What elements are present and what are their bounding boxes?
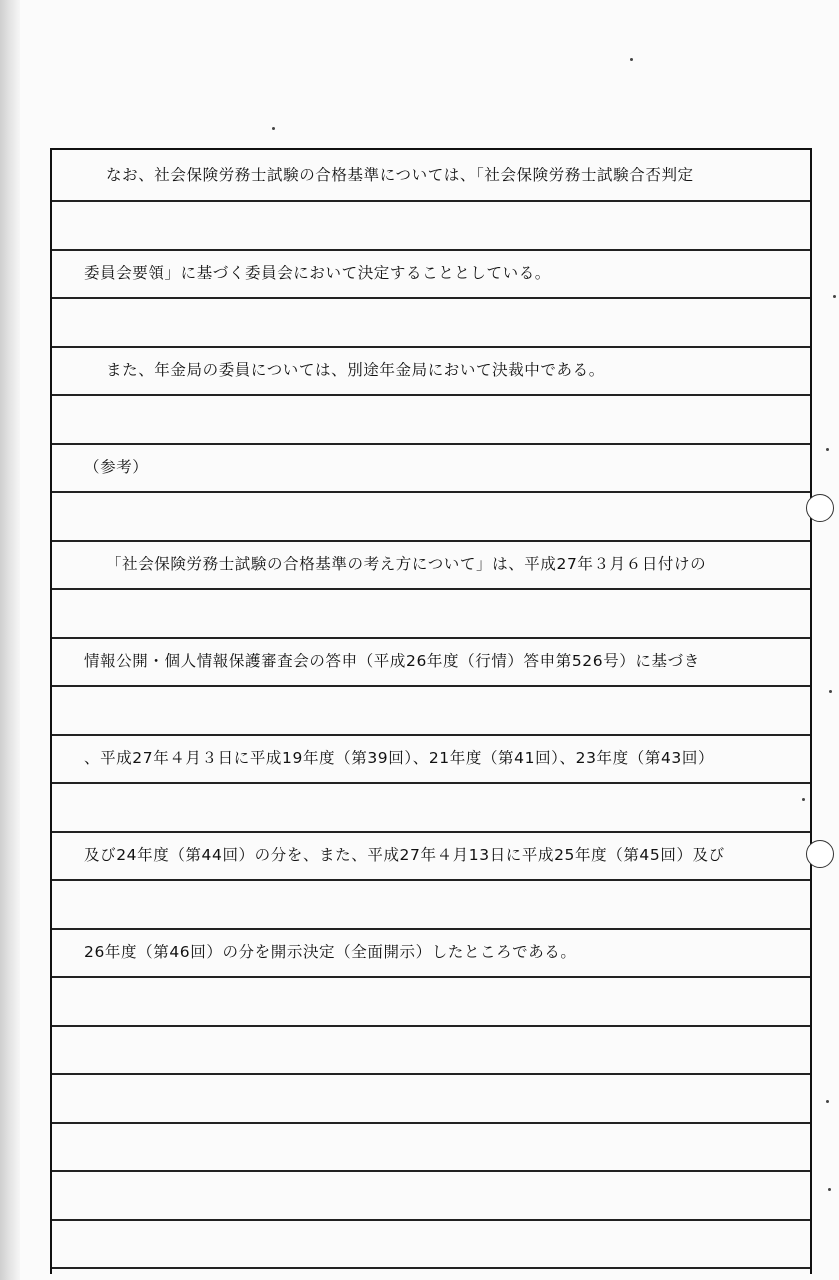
- scan-speck: [829, 690, 832, 693]
- text-line-7: （参考）: [84, 458, 149, 476]
- scan-speck: [828, 1188, 831, 1191]
- row-divider: [52, 976, 810, 978]
- scan-speck: [833, 295, 836, 298]
- row-divider: [52, 637, 810, 639]
- row-divider: [52, 685, 810, 687]
- ruled-text-box: [50, 148, 812, 1274]
- binder-hole: [806, 840, 834, 868]
- page-edge-shadow: [0, 0, 20, 1280]
- text-line-1: なお、社会保険労務士試験の合格基準については、「社会保険労務士試験合否判定: [106, 166, 694, 184]
- row-divider: [52, 1122, 810, 1124]
- row-divider: [52, 394, 810, 396]
- row-divider: [52, 540, 810, 542]
- row-divider: [52, 879, 810, 881]
- row-divider: [52, 1025, 810, 1027]
- row-divider: [52, 491, 810, 493]
- scan-speck: [826, 448, 829, 451]
- text-line-15: 及び24年度（第44回）の分を、また、平成27年４月13日に平成25年度（第45回）及び: [84, 846, 725, 864]
- text-line-3: 委員会要領」に基づく委員会において決定することとしている。: [84, 264, 551, 282]
- row-divider: [52, 346, 810, 348]
- scan-speck: [630, 58, 633, 61]
- row-divider: [52, 200, 810, 202]
- row-divider: [52, 1073, 810, 1075]
- text-line-9: 「社会保険労務士試験の合格基準の考え方について」は、平成27年３月６日付けの: [106, 555, 707, 573]
- row-divider: [52, 928, 810, 930]
- row-divider: [52, 1267, 810, 1269]
- row-divider: [52, 249, 810, 251]
- text-line-13: 、平成27年４月３日に平成19年度（第39回）、21年度（第41回）、23年度（第43回）: [84, 749, 715, 767]
- row-divider: [52, 1170, 810, 1172]
- scan-speck: [272, 127, 275, 130]
- text-line-17: 26年度（第46回）の分を開示決定（全面開示）したところである。: [84, 943, 577, 961]
- binder-hole: [806, 494, 834, 522]
- row-divider: [52, 734, 810, 736]
- row-divider: [52, 782, 810, 784]
- row-divider: [52, 831, 810, 833]
- row-divider: [52, 297, 810, 299]
- row-divider: [52, 588, 810, 590]
- row-divider: [52, 443, 810, 445]
- row-divider: [52, 1219, 810, 1221]
- text-line-11: 情報公開・個人情報保護審査会の答申（平成26年度（行情）答申第526号）に基づき: [84, 652, 700, 670]
- scan-speck: [826, 1100, 829, 1103]
- text-line-5: また、年金局の委員については、別途年金局において決裁中である。: [106, 361, 605, 379]
- scan-speck: [802, 798, 805, 801]
